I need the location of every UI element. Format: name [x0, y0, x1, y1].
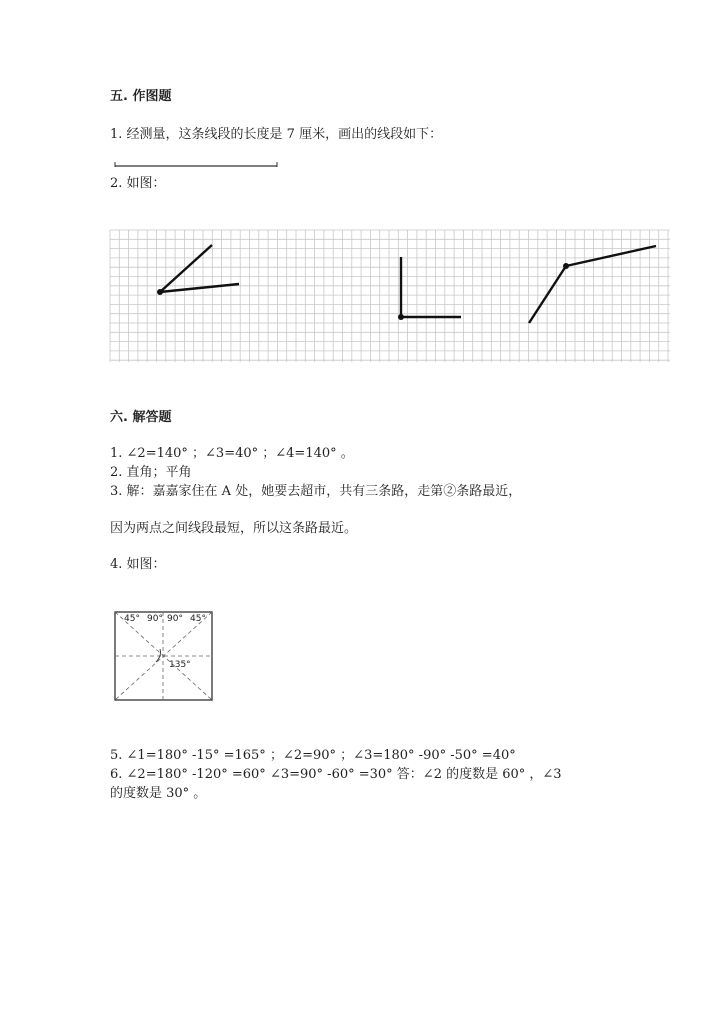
answer-2: 2. 直角；平角	[110, 465, 192, 480]
answer-3-line-1: 3. 解：嘉嘉家住在 A 处，她要去超市，共有三条路，走第②条路最近，	[110, 484, 522, 499]
section-5-title: 五. 作图题	[110, 89, 172, 104]
acute-angle-drawing	[157, 245, 239, 295]
seven-cm-segment	[112, 158, 282, 172]
question-1-text: 1. 经测量，这条线段的长度是 7 厘米，画出的线段如下：	[110, 127, 443, 142]
label-45-left: 45°	[124, 614, 140, 624]
label-90-left: 90°	[147, 614, 163, 624]
question-2-text: 2. 如图：	[110, 176, 166, 191]
angle-grid-figure	[108, 228, 672, 364]
label-90-right: 90°	[167, 614, 183, 624]
folded-square-figure	[112, 609, 216, 705]
answer-6-line-2: 的度数是 30° 。	[110, 786, 207, 801]
answer-5: 5. ∠1=180° -15° =165° ；∠2=90° ；∠3=180° -90° -50° =40°	[110, 748, 516, 763]
answer-3-line-2: 因为两点之间线段最短，所以这条路最近。	[110, 521, 358, 536]
answer-1: 1. ∠2=140° ；∠3=40° ；∠4=140° 。	[110, 446, 354, 461]
label-45-right: 45°	[190, 614, 206, 624]
grid-lines	[110, 230, 670, 362]
section-6-title: 六. 解答题	[110, 410, 172, 425]
answer-6-line-1: 6. ∠2=180° -120° =60° ∠3=90° -60° =30° 答：∠2 的度数是 60° ，∠3	[110, 767, 562, 782]
answer-4: 4. 如图：	[110, 557, 166, 572]
label-135: 135°	[169, 660, 191, 670]
